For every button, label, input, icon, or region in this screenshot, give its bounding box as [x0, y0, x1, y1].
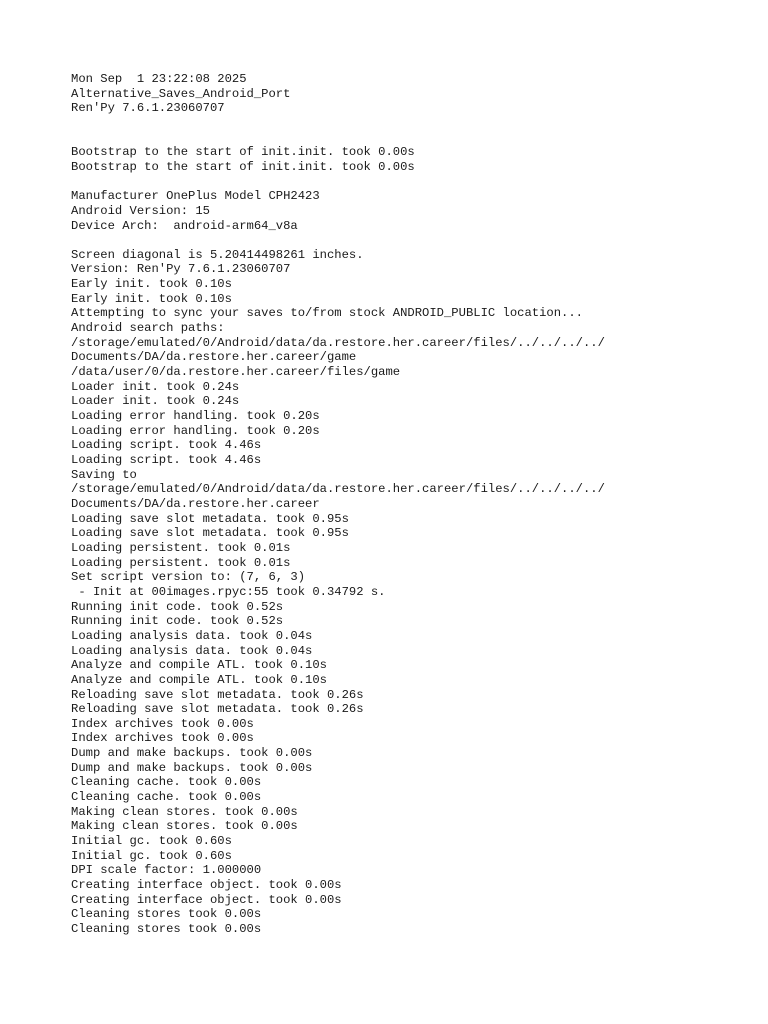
log-line: - Init at 00images.rpyc:55 took 0.34792 s.	[71, 584, 386, 599]
log-line: Documents/DA/da.restore.her.career	[71, 496, 320, 511]
log-line: Screen diagonal is 5.20414498261 inches.	[71, 247, 364, 262]
log-line: Analyze and compile ATL. took 0.10s	[71, 658, 327, 673]
log-line: /data/user/0/da.restore.her.career/files/game	[71, 365, 401, 380]
log-line: Early init. took 0.10s	[71, 277, 232, 292]
log-line: Creating interface object. took 0.00s	[71, 892, 342, 907]
log-line: Documents/DA/da.restore.her.career/game	[71, 350, 357, 365]
log-line: Cleaning cache. took 0.00s	[71, 790, 262, 805]
log-line: Making clean stores. took 0.00s	[71, 804, 298, 819]
log-line: Early init. took 0.10s	[71, 291, 232, 306]
log-line: Cleaning cache. took 0.00s	[71, 775, 262, 790]
log-line: Loading persistent. took 0.01s	[71, 555, 291, 570]
log-line: Device Arch: android-arm64_v8a	[71, 218, 298, 233]
log-line: Mon Sep 1 23:22:08 2025	[71, 72, 247, 86]
log-line: Bootstrap to the start of init.init. took 0.00s	[71, 145, 415, 160]
log-line: Loader init. took 0.24s	[71, 379, 240, 394]
log-line: DPI scale factor: 1.000000	[71, 863, 262, 878]
log-line: Cleaning stores took 0.00s	[71, 907, 262, 922]
log-line: Manufacturer OnePlus Model CPH2423	[71, 189, 320, 204]
log-line: Making clean stores. took 0.00s	[71, 819, 298, 834]
log-line: Alternative_Saves_Android_Port	[71, 86, 291, 101]
log-line: Loading error handling. took 0.20s	[71, 409, 320, 424]
log-line	[71, 233, 605, 248]
log-line: Loading save slot metadata. took 0.95s	[71, 511, 349, 526]
log-line: Creating interface object. took 0.00s	[71, 878, 342, 893]
log-text	[71, 72, 605, 937]
log-line: Reloading save slot metadata. took 0.26s	[71, 702, 364, 717]
log-line: Cleaning stores took 0.00s	[71, 922, 262, 936]
log-line: Loading persistent. took 0.01s	[71, 540, 291, 555]
log-line	[71, 116, 605, 131]
log-line: Version: Ren'Py 7.6.1.23060707	[71, 262, 291, 277]
log-line: Loading script. took 4.46s	[71, 453, 262, 467]
log-line: Reloading save slot metadata. took 0.26s	[71, 687, 364, 702]
log-line: Bootstrap to the start of init.init. took 0.00s	[71, 159, 415, 174]
log-line: Set script version to: (7, 6, 3)	[71, 570, 306, 585]
log-line: Loading script. took 4.46s	[71, 438, 262, 453]
log-line: Loading error handling. took 0.20s	[71, 423, 320, 438]
log-line: Analyze and compile ATL. took 0.10s	[71, 672, 327, 687]
log-line	[71, 131, 605, 146]
log-line: Index archives took 0.00s	[71, 716, 254, 731]
log-line: Loading save slot metadata. took 0.95s	[71, 526, 349, 541]
log-line: Loading analysis data. took 0.04s	[71, 643, 313, 658]
log-line: Loader init. took 0.24s	[71, 394, 240, 409]
log-line: Dump and make backups. took 0.00s	[71, 760, 313, 775]
log-line: Initial gc. took 0.60s	[71, 834, 232, 849]
log-line: Attempting to sync your saves to/from stock ANDROID_PUBLIC location...	[71, 306, 583, 321]
log-line: Ren'Py 7.6.1.23060707	[71, 101, 225, 116]
log-line: /storage/emulated/0/Android/data/da.restore.her.career/files/../../../../	[71, 482, 605, 497]
log-line: Running init code. took 0.52s	[71, 599, 284, 614]
log-line: /storage/emulated/0/Android/data/da.restore.her.career/files/../../../../	[71, 335, 605, 350]
log-line: Saving to	[71, 467, 137, 482]
log-line: Dump and make backups. took 0.00s	[71, 746, 313, 761]
log-line: Running init code. took 0.52s	[71, 614, 284, 629]
log-line	[71, 175, 605, 190]
log-line: Initial gc. took 0.60s	[71, 848, 232, 863]
log-line: Android Version: 15	[71, 203, 210, 218]
log-line: Index archives took 0.00s	[71, 731, 254, 746]
log-line: Loading analysis data. took 0.04s	[71, 628, 313, 643]
log-line: Android search paths:	[71, 321, 225, 336]
